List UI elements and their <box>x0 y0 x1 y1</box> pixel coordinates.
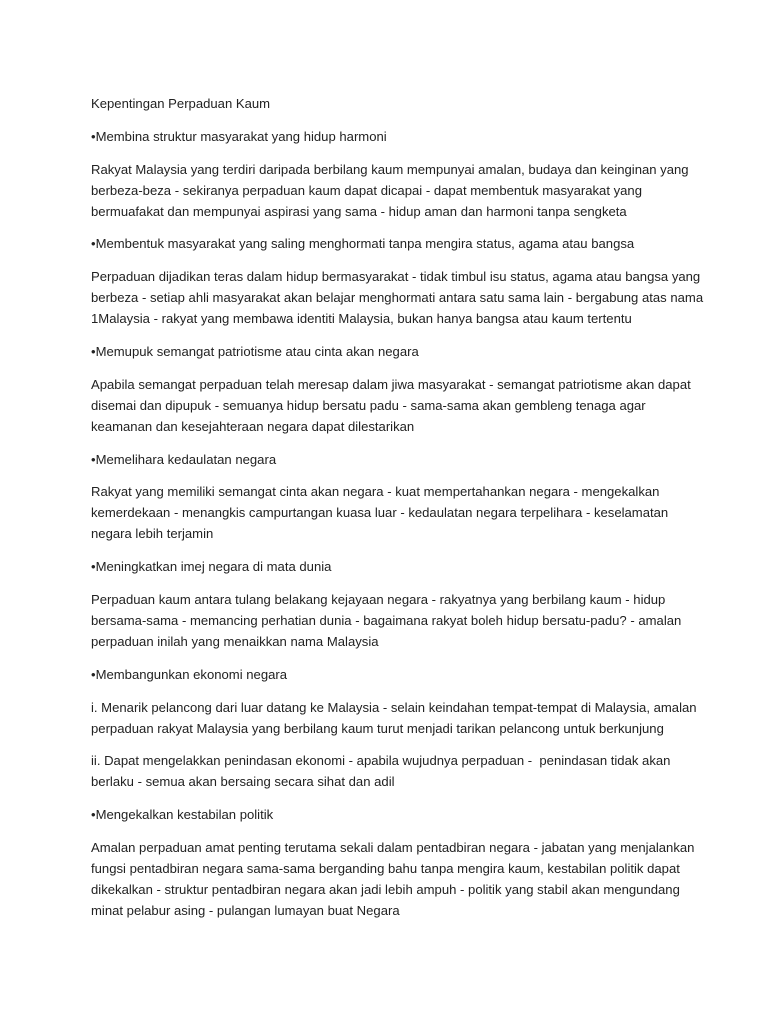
paragraph-spacer <box>91 222 681 234</box>
paragraph-line: bersama-sama - memancing perhatian dunia - bagaimana rakyat boleh hidup bersatu-padu? - amalan <box>91 612 682 628</box>
body-paragraph <box>91 481 681 544</box>
paragraph-spacer <box>91 544 681 556</box>
paragraph-line: Perpaduan dijadikan teras dalam hidup bermasyarakat - tidak timbul isu status, agama atau bangsa yang <box>91 269 701 285</box>
paragraph-line: perpaduan rakyat Malaysia yang berbilang kaum turut menjadi tarikan pelancong untuk berkunjung <box>91 720 664 736</box>
paragraph-line: bermuafakat dan mempunyai aspirasi yang sama - hidup aman dan harmoni tanpa sengketa <box>91 203 627 219</box>
paragraph-line: Rakyat yang memiliki semangat cinta akan negara - kuat mempertahankan negara - mengekalkan <box>91 484 660 500</box>
paragraph-spacer <box>91 825 681 837</box>
paragraph-line: fungsi pentadbiran negara sama-sama berganding bahu tanpa mengira kaum, kestabilan politik dapat <box>91 860 680 876</box>
paragraph-spacer <box>91 685 681 697</box>
paragraph-line: Apabila semangat perpaduan telah meresap dalam jiwa masyarakat - semangat patriotisme akan dapat <box>91 376 691 392</box>
paragraph-spacer <box>91 437 681 449</box>
body-paragraph <box>91 750 681 792</box>
body-paragraph <box>91 266 704 329</box>
section-heading: •Memupuk semangat patriotisme atau cinta akan negara <box>91 343 419 359</box>
paragraph-spacer <box>91 652 681 664</box>
document-body <box>91 93 704 921</box>
paragraph-line: berbeza - setiap ahli masyarakat akan belajar menghormati antara satu sama lain - bergabung atas nama <box>91 290 704 306</box>
paragraph-line: perpaduan inilah yang menaikkan nama Malaysia <box>91 633 379 649</box>
paragraph-line: Amalan perpaduan amat penting terutama sekali dalam pentadbiran negara - jabatan yang menjalankan <box>91 839 695 855</box>
paragraph-line: negara lebih terjamin <box>91 526 214 542</box>
paragraph-line: Perpaduan kaum antara tulang belakang kejayaan negara - rakyatnya yang berbilang kaum - hidup <box>91 591 666 607</box>
body-paragraph <box>91 589 681 652</box>
paragraph-line: kemerdekaan - menangkis campurtangan kuasa luar - kedaulatan negara terpelihara - keselamatan <box>91 505 669 521</box>
paragraph-line: Rakyat Malaysia yang terdiri daripada berbilang kaum mempunyai amalan, budaya dan keinginan yang <box>91 161 689 177</box>
section-heading: •Membina struktur masyarakat yang hidup harmoni <box>91 128 387 144</box>
section-heading: •Meningkatkan imej negara di mata dunia <box>91 559 332 575</box>
paragraph-line: keamanan dan kesejahteraan negara dapat dilestarikan <box>91 418 415 434</box>
paragraph-line: minat pelabur asing - pulangan lumayan buat Negara <box>91 902 400 918</box>
paragraph-line: 1Malaysia - rakyat yang membawa identiti Malaysia, bukan hanya bangsa atau kaum tertentu <box>91 311 632 327</box>
body-paragraph <box>91 159 689 222</box>
paragraph-line: disemai dan dipupuk - semuanya hidup bersatu padu - sama-sama akan gembleng tenaga agar <box>91 397 646 413</box>
section-heading: •Memelihara kedaulatan negara <box>91 451 277 467</box>
body-paragraph <box>91 837 695 921</box>
paragraph-spacer <box>91 739 681 751</box>
paragraph-spacer <box>91 147 681 159</box>
paragraph-spacer <box>91 792 681 804</box>
document-title: Kepentingan Perpaduan Kaum <box>91 96 271 111</box>
body-paragraph <box>91 697 697 739</box>
paragraph-spacer <box>91 362 681 374</box>
paragraph-spacer <box>91 329 681 341</box>
paragraph-line: dikekalkan - struktur pentadbiran negara akan jadi lebih ampuh - politik yang stabil akan mengundang <box>91 881 680 897</box>
paragraph-line: i. Menarik pelancong dari luar datang ke Malaysia - selain keindahan tempat-tempat di Malaysia, amalan <box>91 699 697 715</box>
paragraph-spacer <box>91 470 681 482</box>
paragraph-spacer <box>91 577 681 589</box>
paragraph-line: berbeza-beza - sekiranya perpaduan kaum dapat dicapai - dapat membentuk masyarakat yang <box>91 182 642 198</box>
section-heading: •Membangunkan ekonomi negara <box>91 666 288 682</box>
paragraph-spacer <box>91 254 681 266</box>
section-heading: •Mengekalkan kestabilan politik <box>91 807 274 823</box>
paragraph-line: berlaku - semua akan bersaing secara sihat dan adil <box>91 774 395 790</box>
paragraph-spacer <box>91 114 681 126</box>
body-paragraph <box>91 374 691 437</box>
section-heading: •Membentuk masyarakat yang saling menghormati tanpa mengira status, agama atau bangsa <box>91 236 635 252</box>
paragraph-line: ii. Dapat mengelakkan penindasan ekonomi - apabila wujudnya perpaduan - penindasan tidak akan <box>91 753 671 769</box>
